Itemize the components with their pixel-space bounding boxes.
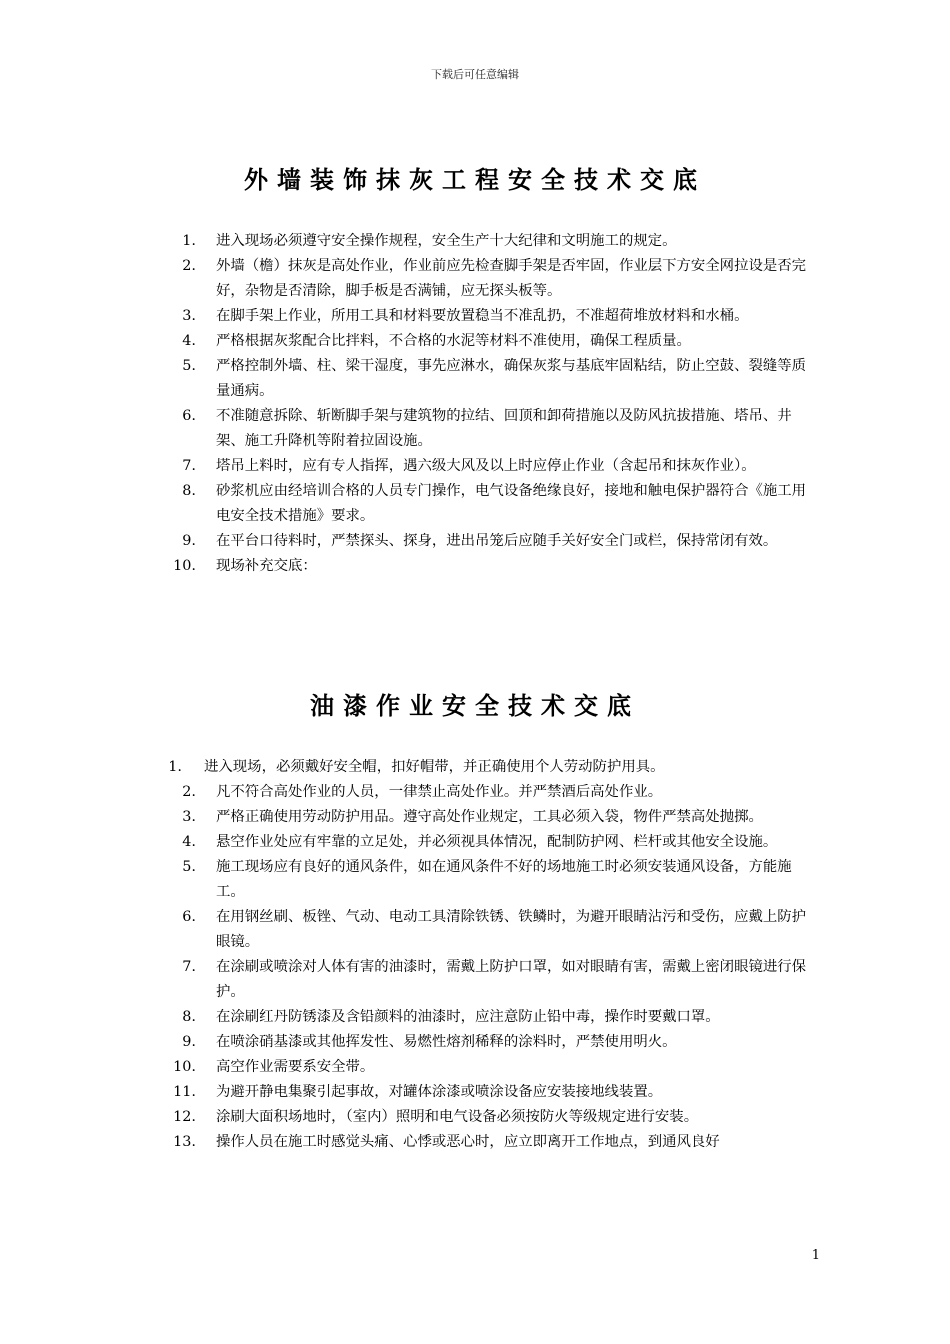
list-item-number: 3. xyxy=(182,308,196,324)
list-item-number: 8. xyxy=(182,1009,196,1025)
list-item xyxy=(0,529,808,554)
list-item-text: 进入现场，必须戴好安全帽，扣好帽带，并正确使用个人劳动防护用具。 xyxy=(204,759,665,775)
list-item-text: 严格控制外墙、柱、梁干湿度，事先应淋水，确保灰浆与基底牢固粘结，防止空鼓、裂缝等质量通病。 xyxy=(216,358,807,399)
list-item-text: 操作人员在施工时感觉头痛、心悸或恶心时，应立即离开工作地点，到通风良好 xyxy=(216,1134,720,1150)
list-item xyxy=(0,805,808,830)
list-item-number: 2. xyxy=(182,784,196,800)
list-item-number: 2. xyxy=(182,258,196,274)
list-item-number: 4. xyxy=(182,333,196,349)
list-item-text: 在涂刷红丹防锈漆及含铅颜料的油漆时，应注意防止铅中毒，操作时要戴口罩。 xyxy=(216,1009,720,1025)
list-item xyxy=(0,1080,808,1105)
list-item-text: 凡不符合高处作业的人员，一律禁止高处作业。并严禁酒后高处作业。 xyxy=(216,784,663,800)
list-item-text: 为避开静电集聚引起事故，对罐体涂漆或喷涂设备应安装接地线装置。 xyxy=(216,1084,663,1100)
list-item-number: 9. xyxy=(182,1034,196,1050)
list-item-text: 悬空作业处应有牢靠的立足处，并必须视具体情况，配制防护网、栏杆或其他安全设施。 xyxy=(216,834,778,850)
list-item-number: 3. xyxy=(182,809,196,825)
list-item-text: 严格正确使用劳动防护用品。遵守高处作业规定，工具必须入袋，物件严禁高处抛掷。 xyxy=(216,809,763,825)
list-item-number: 7. xyxy=(182,959,196,975)
list-item xyxy=(0,905,808,955)
list-item xyxy=(0,254,808,304)
list-item-number: 9. xyxy=(182,533,196,549)
list-item xyxy=(0,780,808,805)
list-item xyxy=(0,1030,808,1055)
section-1-title: 外墙装饰抹灰工程安全技术交底 xyxy=(244,166,706,194)
list-item xyxy=(0,755,796,780)
list-item-number: 6. xyxy=(182,909,196,925)
list-item-text: 在涂刷或喷涂对人体有害的油漆时，需戴上防护口罩，如对眼睛有害，需戴上密闭眼镜进行保护。 xyxy=(216,959,807,1000)
list-item xyxy=(0,830,808,855)
list-item xyxy=(0,955,808,1005)
list-item-text: 高空作业需要系安全带。 xyxy=(216,1059,375,1075)
list-item-text: 在平台口待料时，严禁探头、探身，进出吊笼后应随手关好安全门或栏，保持常闭有效。 xyxy=(216,533,778,549)
list-item-text: 不准随意拆除、斩断脚手架与建筑物的拉结、回顶和卸荷措施以及防风抗拔措施、塔吊、井架、施工升降机等附着拉固设施。 xyxy=(216,408,792,449)
list-item xyxy=(0,404,808,454)
list-item-number: 11. xyxy=(173,1084,196,1100)
list-item xyxy=(0,1005,808,1030)
list-item-text: 现场补充交底： xyxy=(216,558,317,574)
list-item xyxy=(0,1130,808,1155)
list-item-number: 10. xyxy=(173,558,196,574)
list-item xyxy=(0,1105,808,1130)
section-2-title: 油漆作业安全技术交底 xyxy=(310,692,640,720)
page-number: 1 xyxy=(811,1248,820,1263)
list-item-number: 7. xyxy=(182,458,196,474)
list-item xyxy=(0,304,808,329)
list-item-number: 8. xyxy=(182,483,196,499)
section-1-list xyxy=(0,229,950,579)
list-item-number: 5. xyxy=(182,358,196,374)
list-item-number: 12. xyxy=(173,1109,196,1125)
list-item-number: 1. xyxy=(168,759,182,775)
list-item-number: 10. xyxy=(173,1059,196,1075)
list-item-number: 4. xyxy=(182,834,196,850)
list-item-text: 进入现场必须遵守安全操作规程，安全生产十大纪律和文明施工的规定。 xyxy=(216,233,677,249)
list-item-number: 1. xyxy=(182,233,196,249)
list-item xyxy=(0,554,808,579)
list-item-text: 在喷涂硝基漆或其他挥发性、易燃性熔剂稀释的涂料时，严禁使用明火。 xyxy=(216,1034,677,1050)
list-item-number: 6. xyxy=(182,408,196,424)
page-header-note: 下载后可任意编辑 xyxy=(431,68,519,81)
list-item-text: 塔吊上料时，应有专人指挥，遇六级大风及以上时应停止作业（含起吊和抹灰作业）。 xyxy=(216,458,756,474)
list-item-text: 严格根据灰浆配合比拌料，不合格的水泥等材料不准使用，确保工程质量。 xyxy=(216,333,691,349)
list-item xyxy=(0,1055,808,1080)
list-item xyxy=(0,229,808,254)
list-item xyxy=(0,855,808,905)
list-item xyxy=(0,329,808,354)
section-2-list xyxy=(0,755,950,1155)
list-item-text: 外墙（檐）抹灰是高处作业，作业前应先检查脚手架是否牢固，作业层下方安全网拉设是否完好，杂物是否清除，脚手板是否满铺，应无探头板等。 xyxy=(216,258,807,299)
list-item-text: 涂刷大面积场地时，（室内）照明和电气设备必须按防火等级规定进行安装。 xyxy=(216,1109,699,1125)
list-item-number: 5. xyxy=(182,859,196,875)
list-item-number: 13. xyxy=(173,1134,196,1150)
list-item xyxy=(0,354,808,404)
list-item-text: 施工现场应有良好的通风条件，如在通风条件不好的场地施工时必须安装通风设备，方能施工。 xyxy=(216,859,792,900)
list-item-text: 在脚手架上作业，所用工具和材料要放置稳当不准乱扔，不准超荷堆放材料和水桶。 xyxy=(216,308,749,324)
list-item-text: 在用钢丝刷、板锉、气动、电动工具清除铁锈、铁鳞时，为避开眼睛沾污和受伤，应戴上防护眼镜。 xyxy=(216,909,807,950)
list-item-text: 砂浆机应由经培训合格的人员专门操作，电气设备绝缘良好，接地和触电保护器符合《施工用电安全技术措施》要求。 xyxy=(216,483,807,524)
list-item xyxy=(0,454,808,479)
list-item xyxy=(0,479,808,529)
